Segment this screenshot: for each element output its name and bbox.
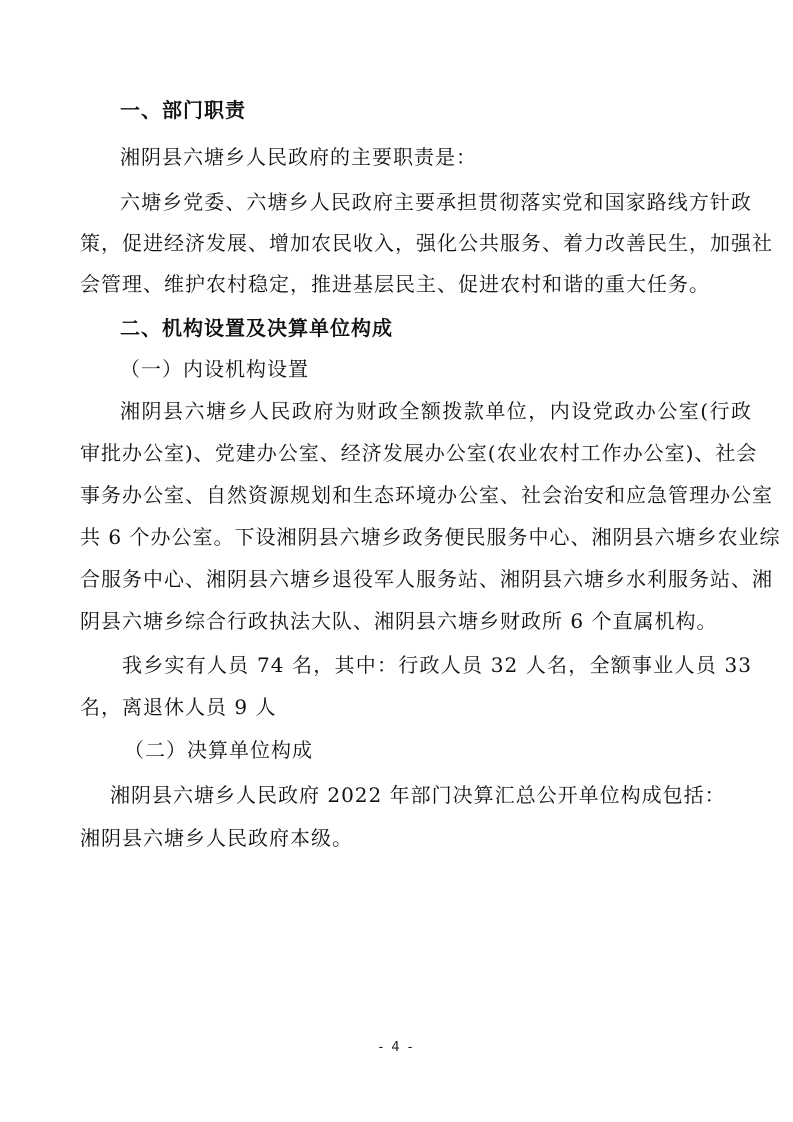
- section1-para-line: 策，促进经济发展、增加农民收入，强化公共服务、着力改善民生，加强社: [80, 231, 773, 255]
- subsection1-para-line: 阴县六塘乡综合行政执法大队、湘阴县六塘乡财政所 6 个直属机构。: [80, 609, 718, 633]
- staff-count-line: 我乡实有人员 74 名，其中：行政人员 32 人名，全额事业人员 33: [122, 653, 752, 677]
- staff-count-line: 名，离退休人员 9 人: [80, 695, 277, 719]
- subsection1-para-line: 审批办公室)、党建办公室、经济发展办公室(农业农村工作办公室)、社会: [80, 441, 758, 465]
- subsection2-line: 湘阴县六塘乡人民政府 2022 年部门决算汇总公开单位构成包括：: [110, 783, 726, 807]
- section1-para-line: 会管理、维护农村稳定，推进基层民主、促进农村和谐的重大任务。: [80, 272, 710, 296]
- section1-heading: 一、部门职责: [120, 98, 246, 122]
- subsection2-heading: （二）决算单位构成: [124, 738, 313, 762]
- section2-heading: 二、机构设置及决算单位构成: [120, 316, 393, 340]
- subsection1-heading: （一）内设机构设置: [120, 357, 309, 381]
- section1-intro: 湘阴县六塘乡人民政府的主要职责是：: [120, 145, 477, 169]
- subsection1-para-line: 湘阴县六塘乡人民政府为财政全额拨款单位，内设党政办公室(行政: [120, 399, 752, 423]
- subsection1-para-line: 事务办公室、自然资源规划和生态环境办公室、社会治安和应急管理办公室: [80, 483, 773, 507]
- subsection2-line: 湘阴县六塘乡人民政府本级。: [80, 826, 353, 850]
- page-number: - 4 -: [378, 1040, 415, 1055]
- section1-para-line: 六塘乡党委、六塘乡人民政府主要承担贯彻落实党和国家路线方针政: [120, 190, 752, 214]
- subsection1-para-line: 共 6 个办公室。下设湘阴县六塘乡政务便民服务中心、湘阴县六塘乡农业综: [80, 525, 781, 549]
- subsection1-para-line: 合服务中心、湘阴县六塘乡退役军人服务站、湘阴县六塘乡水利服务站、湘: [80, 567, 773, 591]
